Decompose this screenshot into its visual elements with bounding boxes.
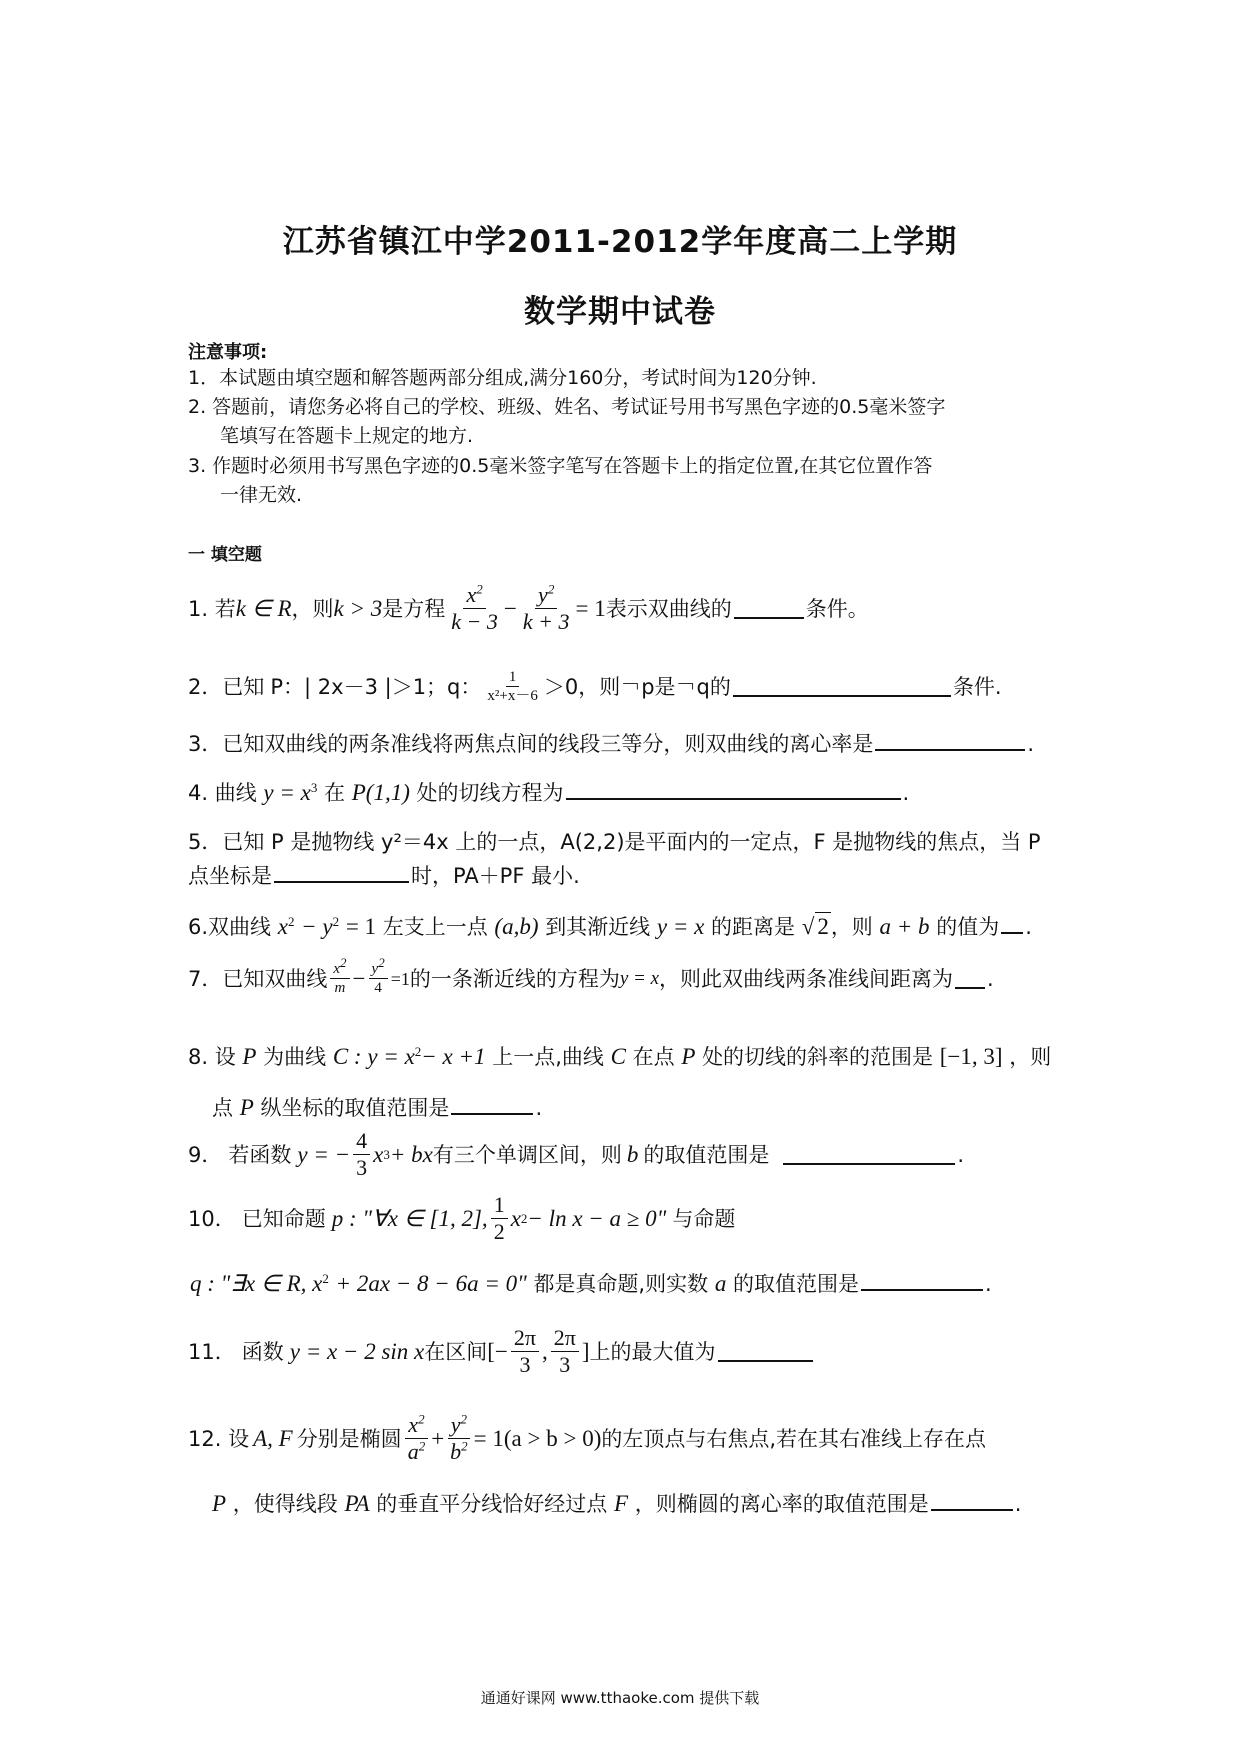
q1-fraction-1: $\frac{x^2}{k - 3}$ [448, 582, 501, 635]
question-5-line2 [188, 862, 580, 890]
q12-math-eq: = 1(a > b > 0) [473, 1425, 602, 1451]
q4-text-a: 曲线 [214, 781, 257, 805]
q8-text-d: 在点 [632, 1045, 675, 1069]
q12-frac1-num: x [408, 1412, 419, 1437]
q10-math-e: − ln x − a ≥ 0" [527, 1205, 667, 1231]
q9-frac-num: 4 [353, 1128, 370, 1155]
q8-math-P3: P [239, 1095, 254, 1120]
q1-equals: = 1 [575, 595, 606, 621]
q11-text-a: 函数 [241, 1339, 284, 1364]
q2-frac-den: x²+x－6 [487, 688, 538, 704]
q4-math-d: P(1,1) [351, 780, 410, 805]
q1-answer-blank[interactable] [734, 599, 804, 619]
q9-frac-den: 3 [356, 1155, 368, 1180]
q8-text-f: ，则 [1009, 1045, 1052, 1069]
q7-frac1-num: x [333, 961, 341, 977]
q10-text-line2c: 都是真命题,则实数 [533, 1272, 709, 1296]
q6-math-f: (a,b) [494, 914, 539, 939]
q9-text-h: 的取值范围是 [643, 1142, 770, 1167]
q11-math-b: y = x − 2 sin x [289, 1338, 425, 1364]
q8-text-a: 8. 设 [188, 1045, 236, 1069]
q6-text-m: 的值为 [936, 915, 1000, 939]
q12-fraction-2: $\frac{y^2}{b^2}$ [447, 1412, 471, 1465]
q8-math-curve: C : y = x [332, 1044, 415, 1069]
q10-text-line2e: 的取值范围是 [733, 1272, 859, 1296]
q9-math-b: y = − [297, 1141, 351, 1167]
question-1: 1. 若 k ∈ R ，则 k > 3 是方程 $\frac{x^2}{k - 3}$ − $\frac{y^2}{k + 3}$ = 1 表示双曲线的 条件。 [188, 581, 869, 634]
notice-item-1: 1．本试题由填空题和解答题两部分组成,满分160分，考试时间为120分钟. [188, 367, 817, 389]
title-line1: 江苏省镇江中学2011-2012学年度高二上学期 [282, 224, 958, 260]
q3-answer-blank[interactable] [875, 731, 1025, 751]
q10-frac-num: 1 [491, 1192, 508, 1219]
notice-item-3-cont: 一律无效. [220, 484, 303, 506]
q8-text-b: 为曲线 [263, 1045, 327, 1069]
q1-text-g: 条件。 [805, 596, 869, 621]
q1-text-a: 若 [214, 596, 236, 621]
notice-item-2-cont: 笔填写在答题卡上规定的地方. [220, 425, 474, 447]
q12-text-a: 12. 设 [188, 1426, 250, 1451]
q12-answer-blank[interactable] [931, 1491, 1013, 1511]
q9-answer-blank[interactable] [783, 1145, 955, 1165]
q12-text-line2d: ，则椭圆的离心率的取值范围是 [634, 1492, 929, 1516]
question-12-line2: P ，使得线段 PA 的垂直平分线恰好经过点 F ，则椭圆的离心率的取值范围是 . [212, 1491, 1022, 1516]
q10-fraction [491, 1192, 508, 1245]
q10-num: 10． [188, 1206, 236, 1231]
q7-answer-blank[interactable] [955, 969, 985, 989]
q4-num: 4. [188, 781, 209, 805]
q9-fraction [353, 1128, 370, 1181]
q3-text: 3．已知双曲线的两条准线将两焦点间的线段三等分，则双曲线的离心率是 [188, 732, 874, 756]
q7-equals: =1 [390, 968, 410, 989]
q10-math-line2a: q : "∃x ∈ R, x [190, 1271, 323, 1296]
q7-frac1-den: m [334, 980, 346, 996]
q8-text-c: 上一点,曲线 [492, 1045, 604, 1069]
question-10-line2: q : "∃x ∈ R, $x^2 + 2ax - 8 - 6a = 0$" 都是真命题,则实数 a 的取值范围是 . [190, 1271, 992, 1296]
q4-text-e: 处的切线方程为 [416, 781, 564, 805]
q2-fraction [484, 668, 540, 705]
q7-fraction-2: $\frac{y^2}{4}$ [369, 960, 388, 997]
q1-frac2-num: y [538, 582, 548, 607]
q1-frac1-den: k − 3 [451, 609, 498, 634]
q6-text-g: 到其渐近线 [545, 915, 651, 939]
q9-math-g: b [626, 1141, 639, 1167]
q10-frac-den: 2 [493, 1219, 505, 1244]
q12-math-PA: PA [344, 1491, 370, 1516]
q4-math-b: y = x [263, 780, 311, 805]
q6-text-e: 左支上一点 [382, 915, 488, 939]
question-9: 9． 若函数 y = − $\frac{4}{3}$ x 3 + bx 有三个单调区间，则 b 的取值范围是 . [188, 1128, 965, 1180]
q12-frac2-num: y [450, 1412, 461, 1437]
question-6: 6.双曲线 $x^2 - y^2 = 1$ 左支上一点 (a,b) 到其渐近线 y = x 的距离是 √ 2，则 a + b 的值为 . [188, 914, 1032, 939]
q11-text-c: 在区间 [424, 1339, 488, 1364]
q2-frac-num: 1 [506, 668, 520, 687]
q6-math-d: = 1 [345, 914, 377, 939]
q7-text-a: 已知双曲线 [222, 966, 328, 991]
q12-math-F: F [613, 1491, 629, 1516]
q10-math-c: x [510, 1205, 521, 1231]
q11-frac2-den: 3 [559, 1352, 571, 1377]
question-2 [188, 668, 1002, 705]
q8-math-range: [−1, 3] [939, 1044, 1003, 1069]
q7-frac2-num: y [371, 961, 379, 977]
q1-math-b: k ∈ R [235, 595, 292, 621]
q5-answer-blank[interactable] [274, 863, 409, 883]
q7-text-b: 的一条渐近线的方程为 [409, 966, 620, 991]
q11-text-e: 上的最大值为 [589, 1339, 716, 1364]
q6-math-l: a + b [879, 914, 930, 939]
q9-text-a: 若函数 [228, 1142, 292, 1167]
q11-answer-blank[interactable] [718, 1342, 813, 1362]
q2-answer-blank[interactable] [733, 677, 951, 697]
q8-math-curve2: − x +1 [421, 1044, 486, 1069]
notice-item-2: 2. 答题前，请您务必将自己的学校、班级、姓名、考试证号用书写黑色字迹的0.5毫米签字 [188, 396, 946, 418]
q11-fraction-1 [511, 1325, 539, 1378]
title-line2: 数学期中试卷 [524, 294, 716, 330]
q8-math-P: P [242, 1044, 257, 1069]
q6-text-k: ，则 [830, 915, 873, 939]
q10-math-b: p : "∀x ∈ [1, 2], [331, 1205, 488, 1231]
q1-text-e: 是方程 [382, 596, 446, 621]
q10-math-line2b: + 2ax − 8 − 6a = 0" [335, 1271, 527, 1296]
q1-math-d: k > 3 [333, 595, 383, 621]
q10-text-a: 已知命题 [241, 1206, 326, 1231]
q5-text-a: 点坐标是 [188, 864, 272, 888]
q12-text-c: 的左顶点与右焦点,若在其右准线上存在点 [601, 1426, 987, 1451]
q9-num: 9． [188, 1142, 223, 1167]
q8-math-P2: P [681, 1044, 696, 1069]
q12-math-AF: A, F [253, 1425, 293, 1451]
q2-text-a: 已知 [222, 674, 265, 699]
q11-num: 11． [188, 1339, 236, 1364]
q1-frac1-num: x [466, 582, 477, 607]
q2-text-c: ＞0，则￢p是￢q的 [543, 674, 731, 699]
q11-frac1-den: 3 [519, 1352, 531, 1377]
q11-fraction-2 [551, 1325, 579, 1378]
q12-math-P: P [212, 1491, 227, 1516]
q12-text-b: 分别是椭圆 [296, 1426, 402, 1451]
q6-num: 6. [188, 915, 209, 939]
question-5-line1: 5．已知 P 是抛物线 y²＝4x 上的一点，A(2,2)是平面内的一定点，F 是抛物线的焦点，当 P [188, 830, 1041, 854]
q9-text-f: 有三个单调区间，则 [432, 1142, 622, 1167]
notice-item-3: 3. 作题时必须用书写黑色字迹的0.5毫米签字笔写在答题卡上的指定位置,在其它位置作答 [188, 455, 933, 477]
question-10-line1: 10． 已知命题 p : "∀x ∈ [1, 2], $\frac{1}{2}$ x 2 − ln x − a ≥ 0" 与命题 [188, 1192, 736, 1244]
q7-fraction-1: $\frac{x^2}{m}$ [330, 960, 349, 997]
page-footer: 通通好课网 www.tthaoke.com 提供下载 [480, 1689, 760, 1707]
q8-text-e: 处的切线的斜率的范围是 [702, 1045, 934, 1069]
q12-frac2-den: b [450, 1439, 462, 1464]
q2-text-e: 条件. [952, 674, 1002, 699]
q6-text-i: 的距离是 [711, 915, 795, 939]
q9-math-e: + bx [389, 1141, 433, 1167]
notice-heading: 注意事项: [188, 342, 268, 363]
question-7: 7． 已知双曲线 $\frac{x^2}{m}$ − $\frac{y^2}{4}$ =1 的一条渐近线的方程为 y = x ，则此双曲线两条准线间距离为 . [188, 955, 994, 996]
q7-frac2-den: 4 [374, 980, 382, 996]
section-title: 一 填空题 [188, 545, 262, 565]
q12-text-line2b: ，使得线段 [232, 1492, 338, 1516]
q8-answer-blank[interactable] [451, 1095, 533, 1115]
q10-text-f: 与命题 [672, 1206, 736, 1231]
q1-text-f: 表示双曲线的 [605, 596, 732, 621]
q7-text-e: ，则此双曲线两条准线间距离为 [659, 966, 954, 991]
q1-num: 1. [188, 596, 209, 621]
question-4: 4. 曲线 $y = x^3$ 在 P(1,1) 处的切线方程为 . [188, 780, 910, 805]
q2-num: 2． [188, 674, 223, 699]
q10-math-line2d: a [714, 1271, 727, 1296]
q6-answer-blank[interactable] [1001, 914, 1023, 934]
q12-frac1-den: a [407, 1439, 419, 1464]
q11-frac1-num: 2π [511, 1325, 539, 1352]
q1-frac2-den: k + 3 [522, 609, 570, 634]
question-8-line1: 8. 设 P 为曲线 C : $y = x^2- x +1$ 上一点,曲线 C 在点 P 处的切线的斜率的范围是 [−1, 3] ，则 [188, 1044, 1052, 1069]
q10-answer-blank[interactable] [861, 1271, 983, 1291]
q6-sqrt-value: 2 [817, 914, 829, 939]
q1-fraction-2: $\frac{y^2}{k + 3}$ [520, 582, 573, 635]
q6-text-a: 双曲线 [208, 915, 272, 939]
question-3: 3．已知双曲线的两条准线将两焦点间的线段三等分，则双曲线的离心率是 . [188, 732, 1035, 756]
q6-math-h: y = x [656, 914, 705, 939]
q2-text-b: P：| 2x－3 |＞1；q： [270, 674, 482, 699]
q1-text-c: ，则 [291, 596, 334, 621]
q4-text-c: 在 [324, 781, 346, 805]
question-11: 11． 函数 y = x − 2 sin x 在区间 [− $\frac{2\pi}{3}$ , $\frac{2\pi}{3}$ ] 上的最大值为 [188, 1325, 815, 1378]
question-12-line1: 12. 设 A, F 分别是椭圆 $\frac{x^2}{a^2}$ + $\frac{y^2}{b^2}$ = 1(a > b > 0) 的左顶点与右焦点,若在其右准线上存在点 [188, 1411, 987, 1464]
q11-frac2-num: 2π [551, 1325, 579, 1352]
q7-math-c: y = x [619, 967, 660, 989]
q6-math-c: − y [301, 914, 333, 939]
q9-math-c: x [373, 1141, 384, 1167]
q6-math-b: x [277, 914, 288, 939]
q7-num: 7． [188, 966, 223, 991]
q12-fraction-1: $\frac{x^2}{a^2}$ [405, 1412, 429, 1465]
question-8-line2: 点 P 纵坐标的取值范围是 . [212, 1095, 543, 1120]
q8-text-g: 点 [212, 1096, 233, 1120]
q5-text-b: 时，PA＋PF 最小. [411, 864, 580, 888]
q4-answer-blank[interactable] [566, 780, 901, 800]
q8-math-C: C [610, 1044, 626, 1069]
q8-text-h: 纵坐标的取值范围是 [260, 1096, 450, 1120]
q12-text-line2c: 的垂直平分线恰好经过点 [376, 1492, 608, 1516]
